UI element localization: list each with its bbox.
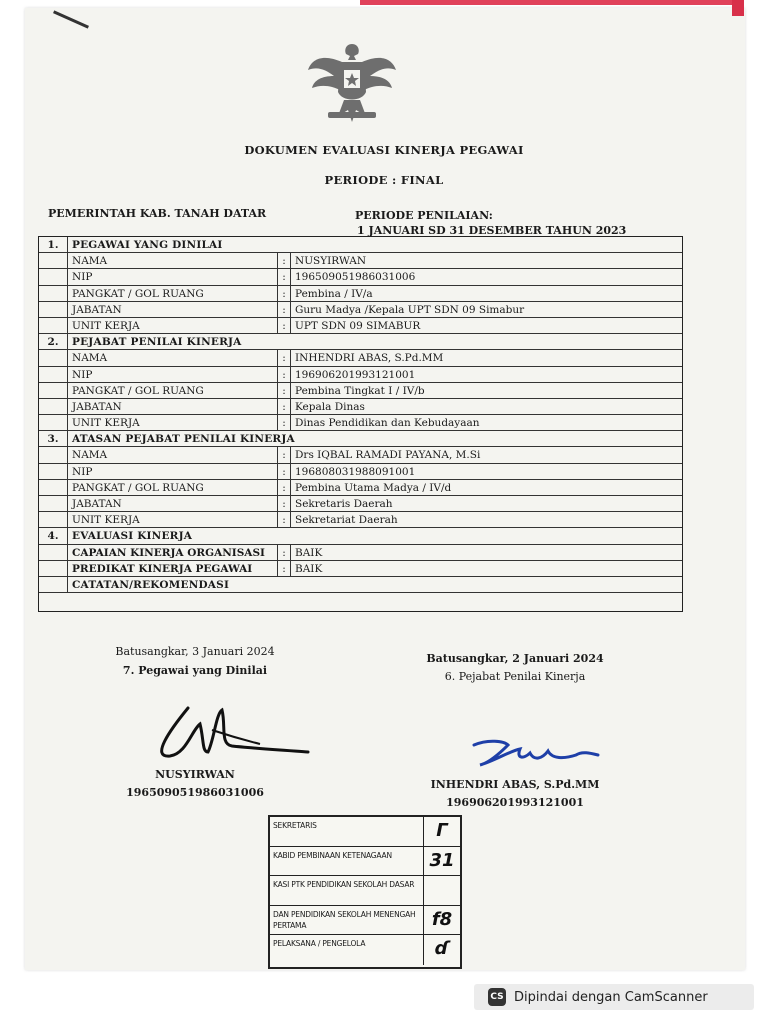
field-label: UNIT KERJA xyxy=(68,415,278,430)
stamp-label: DAN PENDIDIKAN SEKOLAH MENENGAH PERTAMA xyxy=(270,906,424,935)
top-edge-strip xyxy=(360,0,740,5)
field-value: Sekretaris Daerah xyxy=(295,498,393,510)
table-row xyxy=(39,561,682,577)
field-value: 196808031988091001 xyxy=(295,465,416,478)
table-row xyxy=(39,367,682,383)
table-row xyxy=(39,447,682,463)
right-signature-icon xyxy=(468,735,608,775)
field-label: NAMA xyxy=(68,447,278,462)
stamp-initial: Γ xyxy=(436,820,448,841)
section-header xyxy=(39,528,682,544)
notes-header xyxy=(39,577,682,593)
colon: : xyxy=(278,302,291,317)
field-value: Pembina / IV/a xyxy=(295,287,373,300)
stamp-row xyxy=(270,935,460,965)
stamp-label: SEKRETARIS xyxy=(270,817,424,846)
colon: : xyxy=(278,367,291,382)
corner-mark xyxy=(732,0,744,16)
table-row xyxy=(39,269,682,285)
section-number: 2. xyxy=(39,334,68,349)
section-title: PEGAWAI YANG DINILAI xyxy=(72,239,223,251)
agency-name: PEMERINTAH KAB. TANAH DATAR xyxy=(48,207,267,220)
colon: : xyxy=(278,447,291,462)
field-label: CAPAIAN KINERJA ORGANISASI xyxy=(68,545,278,560)
field-value: Pembina Tingkat I / IV/b xyxy=(295,384,425,397)
field-label: PANGKAT / GOL RUANG xyxy=(68,286,278,301)
section-number: 3. xyxy=(39,431,68,446)
field-label: PANGKAT / GOL RUANG xyxy=(68,480,278,495)
colon: : xyxy=(278,496,291,511)
colon: : xyxy=(278,561,291,576)
table-row xyxy=(39,496,682,512)
colon: : xyxy=(278,480,291,495)
stamp-label: KASI PTK PENDIDIKAN SEKOLAH DASAR xyxy=(270,876,424,905)
notes-title: CATATAN/REKOMENDASI xyxy=(72,578,230,591)
table-row xyxy=(39,545,682,561)
stamp-initial: ɗ xyxy=(434,938,450,960)
stamp-initial: 31 xyxy=(429,849,455,871)
field-label: JABATAN xyxy=(68,496,278,511)
table-row xyxy=(39,415,682,431)
field-value: Pembina Utama Madya / IV/d xyxy=(295,481,452,494)
stamp-label: PELAKSANA / PENGELOLA xyxy=(270,935,424,965)
field-label: JABATAN xyxy=(68,399,278,414)
left-signer-name: NUSYIRWAN xyxy=(155,768,235,781)
table-row xyxy=(39,253,682,269)
colon: : xyxy=(278,383,291,398)
field-label: NIP xyxy=(68,269,278,284)
stamp-row xyxy=(270,817,460,847)
stamp-initial xyxy=(424,876,460,905)
table-row xyxy=(39,286,682,302)
field-label: NIP xyxy=(68,367,278,382)
field-value: Sekretariat Daerah xyxy=(295,514,398,527)
colon: : xyxy=(278,545,291,560)
table-row xyxy=(39,318,682,334)
colon: : xyxy=(278,269,291,284)
colon: : xyxy=(278,399,291,414)
left-signer-nip: 196509051986031006 xyxy=(126,786,264,799)
camscanner-text: Dipindai dengan CamScanner xyxy=(514,989,708,1005)
colon: : xyxy=(278,464,291,479)
field-value: BAIK xyxy=(295,562,323,575)
left-signer-role: 7. Pegawai yang Dinilai xyxy=(122,664,268,677)
field-label: NAMA xyxy=(68,350,278,365)
colon: : xyxy=(278,350,291,365)
stamp-row xyxy=(270,876,460,906)
table-row xyxy=(39,480,682,496)
colon: : xyxy=(278,512,291,527)
left-place-date: Batusangkar, 3 Januari 2024 xyxy=(115,645,275,658)
assessment-period-range: 1 JANUARI SD 31 DESEMBER TAHUN 2023 xyxy=(357,224,627,237)
field-value: INHENDRI ABAS, S.Pd.MM xyxy=(295,352,444,365)
camscanner-watermark xyxy=(474,984,754,1010)
field-value: Guru Madya /Kepala UPT SDN 09 Simabur xyxy=(295,303,525,316)
field-value: Dinas Pendidikan dan Kebudayaan xyxy=(295,417,480,430)
field-value: 196906201993121001 xyxy=(295,368,416,381)
field-value: NUSYIRWAN xyxy=(295,255,367,268)
field-label: PREDIKAT KINERJA PEGAWAI xyxy=(68,561,278,576)
field-value: Drs IQBAL RAMADI PAYANA, M.Si xyxy=(295,449,481,462)
right-signer-nip: 196906201993121001 xyxy=(446,796,584,809)
field-label: UNIT KERJA xyxy=(68,318,278,333)
section-title: PEJABAT PENILAI KINERJA xyxy=(72,336,242,349)
field-label: JABATAN xyxy=(68,302,278,317)
garuda-emblem-icon xyxy=(304,40,400,126)
colon: : xyxy=(278,318,291,333)
document-title: DOKUMEN EVALUASI KINERJA PEGAWAI xyxy=(244,143,524,157)
right-signer-role: 6. Pejabat Penilai Kinerja xyxy=(444,670,586,683)
table-row xyxy=(39,399,682,415)
field-value: BAIK xyxy=(295,546,323,559)
document-period: PERIODE : FINAL xyxy=(324,173,444,187)
section-number: 1. xyxy=(39,237,68,252)
field-label: NAMA xyxy=(68,253,278,268)
table-row xyxy=(39,464,682,480)
left-signature-icon xyxy=(140,700,320,770)
evaluation-table xyxy=(38,236,683,612)
section-header xyxy=(39,334,682,350)
stamp-row xyxy=(270,847,460,877)
field-label: PANGKAT / GOL RUANG xyxy=(68,383,278,398)
colon: : xyxy=(278,415,291,430)
table-row xyxy=(39,350,682,366)
field-value: 196509051986031006 xyxy=(295,271,416,284)
right-place-date: Batusangkar, 2 Januari 2024 xyxy=(426,652,604,665)
table-row xyxy=(39,302,682,318)
stamp-initial: f8 xyxy=(431,908,453,930)
approval-stamp xyxy=(268,815,462,969)
colon: : xyxy=(278,253,291,268)
assessment-period-label: PERIODE PENILAIAN: xyxy=(355,209,493,222)
field-value: Kepala Dinas xyxy=(295,400,365,413)
colon: : xyxy=(278,286,291,301)
section-title: ATASAN PEJABAT PENILAI KINERJA xyxy=(72,433,295,446)
section-title: EVALUASI KINERJA xyxy=(72,530,193,543)
field-label: NIP xyxy=(68,464,278,479)
section-header xyxy=(39,237,682,253)
stamp-label: KABID PEMBINAAN KETENAGAAN xyxy=(270,847,424,876)
section-header xyxy=(39,431,682,447)
stamp-row xyxy=(270,906,460,936)
notes-area xyxy=(39,593,682,611)
field-label: UNIT KERJA xyxy=(68,512,278,527)
table-row xyxy=(39,512,682,528)
table-row xyxy=(39,383,682,399)
field-value: UPT SDN 09 SIMABUR xyxy=(295,319,421,332)
right-signer-name: INHENDRI ABAS, S.Pd.MM xyxy=(430,778,600,791)
section-number: 4. xyxy=(39,528,68,543)
camscanner-logo-icon: CS xyxy=(488,988,506,1006)
